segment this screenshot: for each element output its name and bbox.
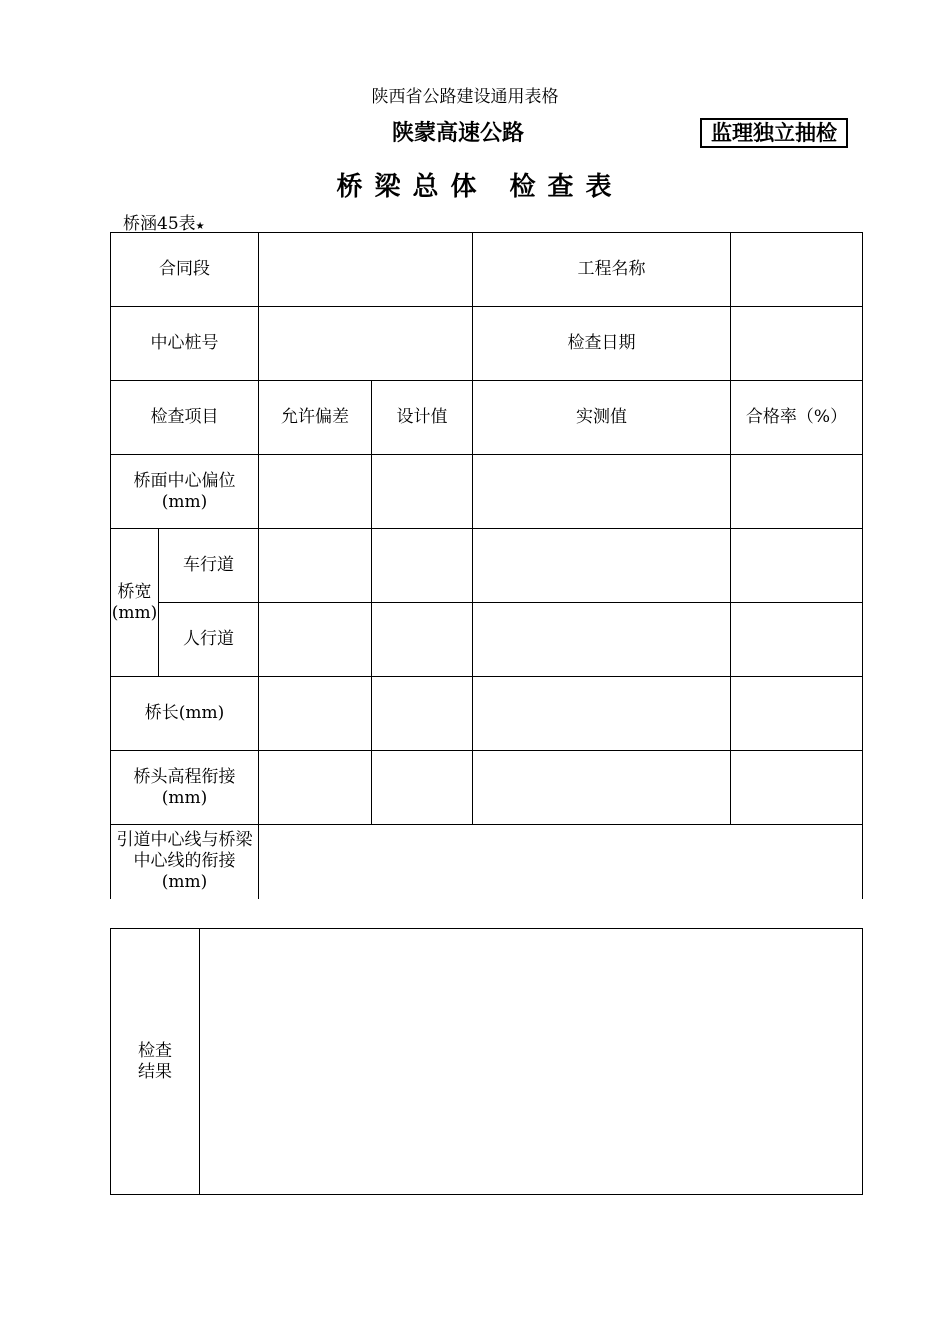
centerline-connection-cell[interactable] (259, 825, 863, 899)
result-row (111, 929, 863, 1195)
item-sidewalk: 人行道 (159, 603, 259, 677)
col-header-item: 检查项目 (111, 381, 259, 455)
star-icon: ★ (195, 221, 205, 232)
measured-cell[interactable] (473, 455, 731, 529)
form-code (123, 209, 205, 234)
result-field[interactable] (200, 929, 863, 1195)
result-label: 检查结果 (111, 929, 200, 1195)
item-deck-offset: 桥面中心偏位(mm) (111, 455, 259, 529)
measured-cell[interactable] (473, 529, 731, 603)
item-bridge-width: 桥宽(mm) (111, 529, 159, 677)
table-row (111, 677, 863, 751)
table-row (111, 603, 863, 677)
measured-cell[interactable] (473, 603, 731, 677)
inspection-type-badge: 监理独立抽检 (700, 118, 848, 148)
pass-rate-cell[interactable] (731, 455, 863, 529)
item-centerline-connection: 引道中心线与桥梁中心线的衔接(mm) (111, 825, 259, 899)
form-code-text: 桥涵45表 (123, 214, 196, 234)
table-row (111, 455, 863, 529)
project-name-field[interactable] (731, 233, 863, 307)
design-cell[interactable] (372, 529, 473, 603)
tolerance-cell[interactable] (259, 455, 372, 529)
table-row (111, 233, 863, 307)
tolerance-cell[interactable] (259, 677, 372, 751)
pass-rate-cell[interactable] (731, 529, 863, 603)
tolerance-cell[interactable] (259, 751, 372, 825)
form-title: 桥梁总体 检查表 (336, 172, 624, 202)
item-carriageway: 车行道 (159, 529, 259, 603)
inspection-table (110, 232, 863, 899)
table-row (111, 307, 863, 381)
design-cell[interactable] (372, 677, 473, 751)
col-header-measured: 实测值 (473, 381, 731, 455)
tolerance-cell[interactable] (259, 603, 372, 677)
station-field[interactable] (259, 307, 473, 381)
table-row (111, 751, 863, 825)
project-name: 陕蒙高速公路 (392, 121, 525, 146)
col-header-design: 设计值 (372, 381, 473, 455)
col-header-tolerance: 允许偏差 (259, 381, 372, 455)
col-header-pass-rate: 合格率（%） (731, 381, 863, 455)
org-title: 陕西省公路建设通用表格 (371, 87, 559, 107)
pass-rate-cell[interactable] (731, 603, 863, 677)
table-row (111, 529, 863, 603)
table-header-row (111, 381, 863, 455)
table-row (111, 825, 863, 899)
contract-field[interactable] (259, 233, 473, 307)
item-bridge-length: 桥长(mm) (111, 677, 259, 751)
tolerance-cell[interactable] (259, 529, 372, 603)
inspection-date-label: 检查日期 (473, 307, 731, 381)
design-cell[interactable] (372, 603, 473, 677)
item-abutment-elevation: 桥头高程衔接(mm) (111, 751, 259, 825)
project-name-label: 工程名称 (473, 233, 731, 307)
inspection-date-field[interactable] (731, 307, 863, 381)
design-cell[interactable] (372, 751, 473, 825)
pass-rate-cell[interactable] (731, 677, 863, 751)
measured-cell[interactable] (473, 677, 731, 751)
contract-label: 合同段 (111, 233, 259, 307)
pass-rate-cell[interactable] (731, 751, 863, 825)
measured-cell[interactable] (473, 751, 731, 825)
design-cell[interactable] (372, 455, 473, 529)
station-label: 中心桩号 (111, 307, 259, 381)
result-table (110, 928, 863, 1195)
